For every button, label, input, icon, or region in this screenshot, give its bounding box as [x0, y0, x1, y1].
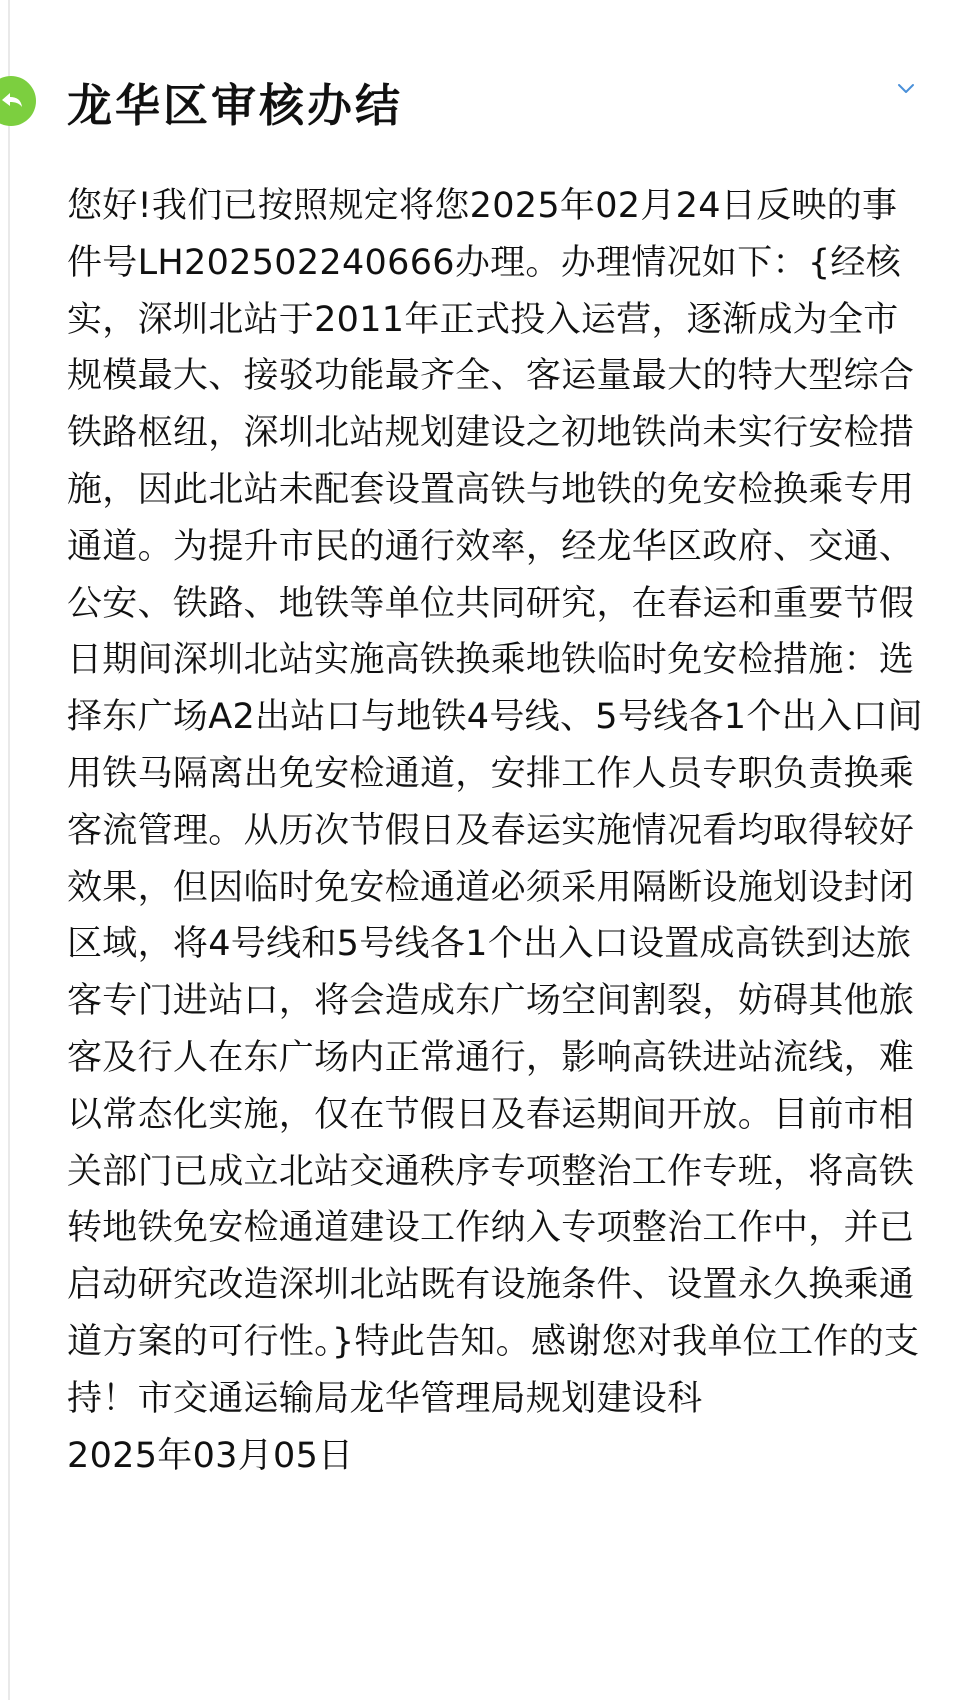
left-divider: [8, 0, 10, 1700]
signature: 市交通运输局龙华管理局规划建设科: [137, 1378, 703, 1419]
page-title: 龙华区审核办结: [67, 79, 404, 132]
message-text: 您好!我们已按照规定将您2025年02月24日反映的事件号LH202502240666办理。办理情况如下：{经核实，深圳北站于2011年正式投入运营，逐渐成为全市规模最大、接驳功能最齐全、客运量最大的特大型综合铁路枢纽，深圳北站规划建设之初地铁尚未实行安检措施，因此北站未配套设置高铁与地铁的免安检换乘专用通道。为提升市民的通行效率，经龙华区政府、交通、公安、铁路、地铁等单位共同研究，在春运和重要节假日期间深圳北站实施高铁换乘地铁临时免安检措施：选择东广场A2出站口与地铁4号线、5号线各1个出入口间用铁马隔离出免安检通道，安排工作人员专职负责换乘客流管理。从历次节假日及春运实施情况看均取得较好效果，但因临时免安检通道必须采用隔断设施划设封闭区域，将4号线和5号线各1个出入口设置成高铁到达旅客专门进站口，将会造成东广场空间割裂，妨碍其他旅客及行人在东广场内正常通行，影响高铁进站流线，难以常态化实施，仅在节假日及春运期间开放。目前市相关部门已成立北站交通秩序专项整治工作专班，将高铁转地铁免安检通道建设工作纳入专项整治工作中，并已启动研究改造深圳北站既有设施条件、设置永久换乘通道方案的可行性。}特此告知。感谢您对我单位工作的支持！: [67, 186, 923, 1419]
message-content: [67, 178, 927, 1484]
message-header: [67, 76, 933, 136]
message-date: 2025年03月05日: [67, 1435, 354, 1476]
message-body: [67, 178, 927, 1484]
chevron-down-icon[interactable]: [893, 76, 919, 102]
reply-arrow-icon: [0, 76, 36, 126]
